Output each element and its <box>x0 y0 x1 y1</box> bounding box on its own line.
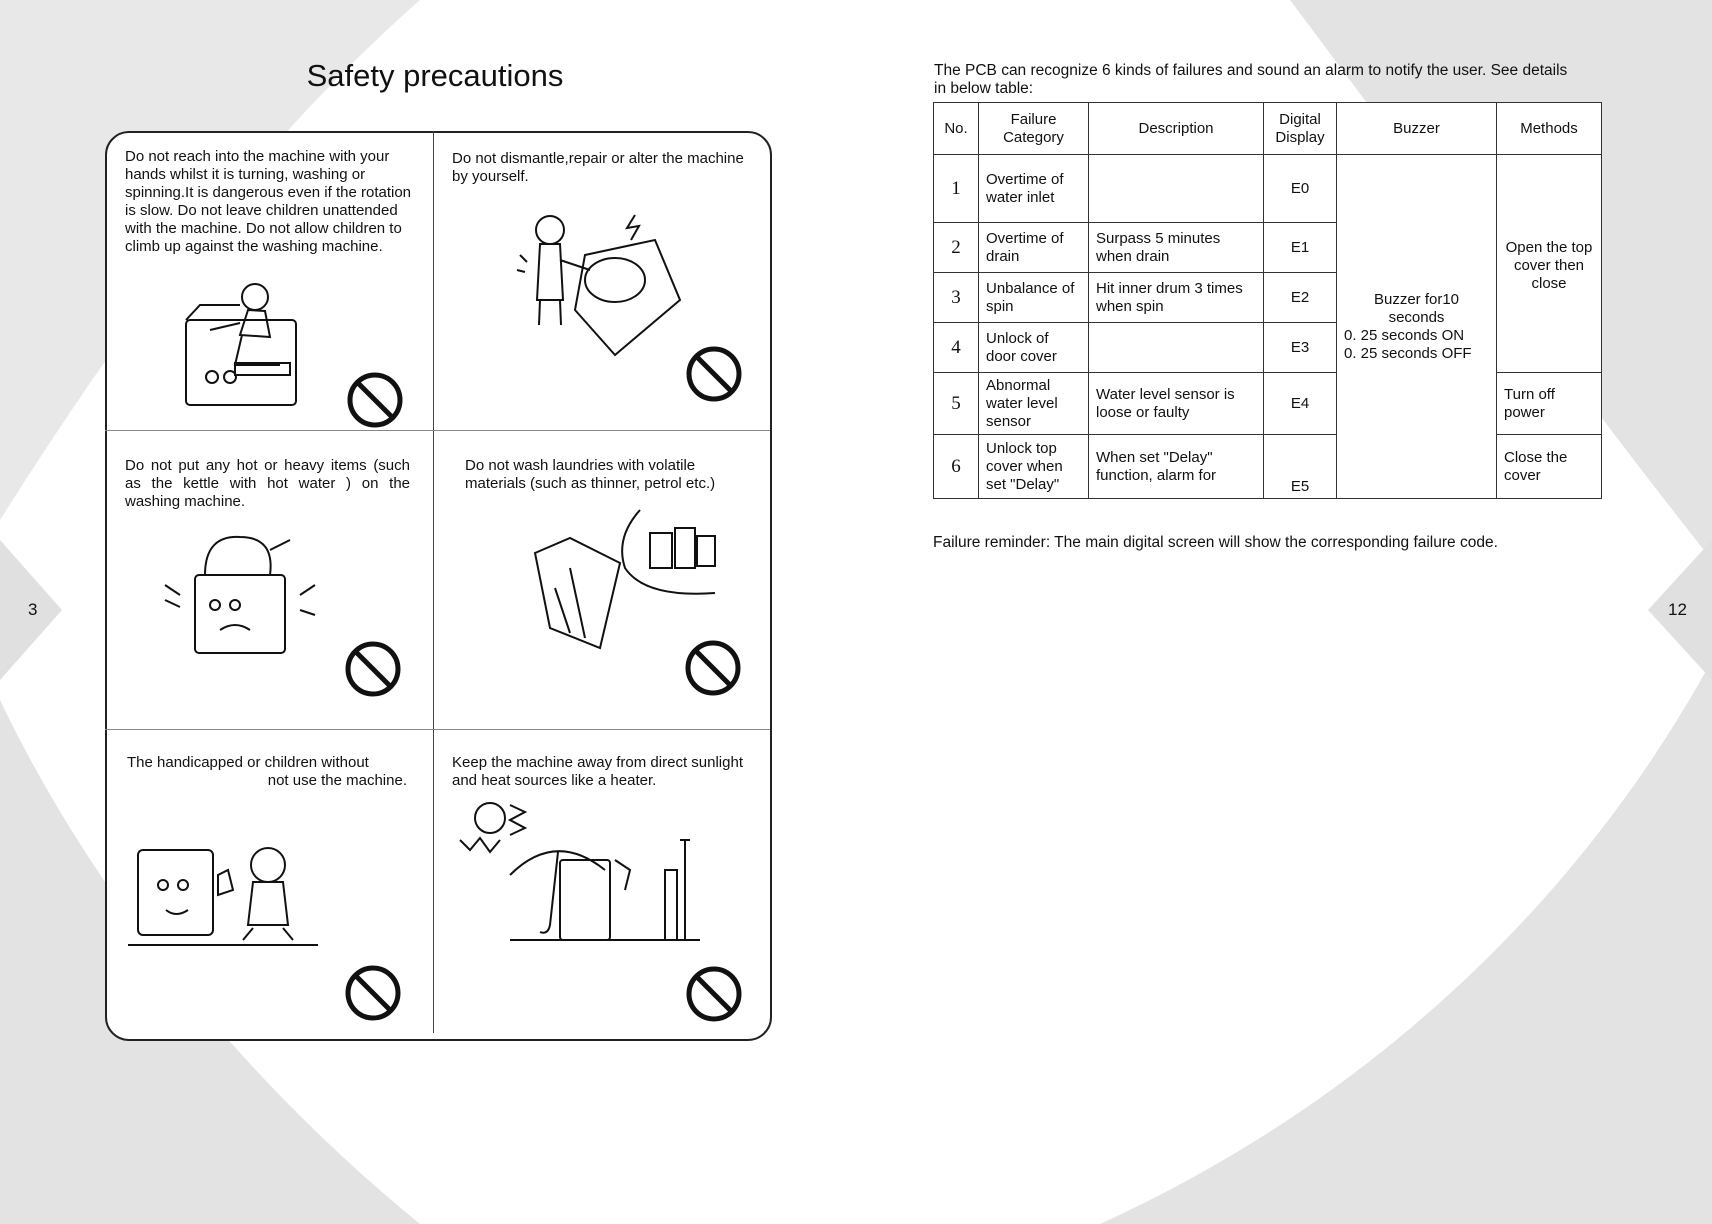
safety-text-sunlight: Keep the machine away from direct sunlight and heat sources like a heater. <box>452 754 743 789</box>
man-repairing-washer-illustration <box>515 210 690 365</box>
row-display-code: E5 <box>1264 435 1337 499</box>
row-category: Overtime of drain <box>979 223 1089 273</box>
header-no: No. <box>934 103 979 155</box>
page-number-right: 12 <box>1668 600 1687 619</box>
row-number: 5 <box>934 373 979 435</box>
row-number: 2 <box>934 223 979 273</box>
table-row <box>934 435 1602 499</box>
row-description <box>1089 155 1264 223</box>
header-description: Description <box>1089 103 1264 155</box>
washer-under-sun-illustration <box>455 800 705 945</box>
failure-reminder: Failure reminder: The main digital screen will show the corresponding failure code. <box>933 534 1498 551</box>
row-description: Surpass 5 minutes when drain <box>1089 223 1264 273</box>
table-header-row <box>934 103 1602 155</box>
buzzer-line1: Buzzer for10 <box>1373 290 1460 308</box>
safety-text-handicapped-line2: not use the machine. <box>267 772 407 789</box>
buzzer-cell <box>1337 155 1497 499</box>
no-sign-icon <box>345 965 401 1021</box>
row-number: 6 <box>934 435 979 499</box>
no-sign-icon <box>347 372 403 428</box>
row-number: 4 <box>934 323 979 373</box>
header-buzzer: Buzzer <box>1337 103 1497 155</box>
methods-close-cover: Close the cover <box>1497 435 1602 499</box>
row-number: 3 <box>934 273 979 323</box>
no-sign-icon <box>686 966 742 1022</box>
row-category: Overtime of water inlet <box>979 155 1089 223</box>
clothes-and-petrol-illustration <box>525 508 725 653</box>
row-category: Unlock of door cover <box>979 323 1089 373</box>
safety-text-hot-items: Do not put any hot or heavy items (such as the kettle with hot water ) on the washing machine. <box>125 457 410 510</box>
grid-divider-row1 <box>105 430 770 431</box>
row-display-code: E1 <box>1264 223 1337 273</box>
page-title: Safety precautions <box>306 58 564 93</box>
table-row <box>934 373 1602 435</box>
failure-table <box>933 102 1602 499</box>
row-category: Unlock top cover when set "Delay" <box>979 435 1089 499</box>
page-number-left: 3 <box>28 600 38 619</box>
row-category: Unbalance of spin <box>979 273 1089 323</box>
grid-vertical-divider <box>433 131 434 1033</box>
no-sign-icon <box>685 640 741 696</box>
table-row <box>934 155 1602 223</box>
methods-turn-off: Turn off power <box>1497 373 1602 435</box>
row-description: When set "Delay" function, alarm for <box>1089 435 1264 499</box>
safety-text-handicapped-line1: The handicapped or children without <box>127 754 369 771</box>
header-category: Failure Category <box>979 103 1089 155</box>
row-display-code: E4 <box>1264 373 1337 435</box>
no-sign-icon <box>686 346 742 402</box>
row-description: Hit inner drum 3 times when spin <box>1089 273 1264 323</box>
row-display-code: E3 <box>1264 323 1337 373</box>
safety-text-reach: Do not reach into the machine with your hands whilst it is turning, washing or spinning.It is dangerous even if the rotation is slow. Do not leave children unattended with the machine. Do not allow children to climb up against the washing machine. <box>125 148 412 255</box>
child-and-washer-illustration <box>128 840 323 950</box>
grid-divider-row2 <box>105 729 770 730</box>
row-display-code: E0 <box>1264 155 1337 223</box>
buzzer-line3: 0. 25 seconds ON <box>1344 326 1465 344</box>
header-display: Digital Display <box>1264 103 1337 155</box>
row-number: 1 <box>934 155 979 223</box>
failure-intro-text: The PCB can recognize 6 kinds of failures and sound an alarm to notify the user. See details in below table: <box>934 62 1568 97</box>
child-at-washer-illustration <box>180 275 310 410</box>
row-description: Water level sensor is loose or faulty <box>1089 373 1264 435</box>
safety-text-handicapped <box>127 754 407 790</box>
row-description <box>1089 323 1264 373</box>
buzzer-line2: seconds <box>1388 308 1445 326</box>
row-display-code: E2 <box>1264 273 1337 323</box>
safety-text-dismantle: Do not dismantle,repair or alter the machine by yourself. <box>452 150 744 185</box>
header-methods: Methods <box>1497 103 1602 155</box>
no-sign-icon <box>345 641 401 697</box>
buzzer-line4: 0. 25 seconds OFF <box>1344 344 1472 362</box>
methods-open-cover: Open the top cover then close <box>1497 155 1602 373</box>
safety-text-volatile: Do not wash laundries with volatile materials (such as thinner, petrol etc.) <box>465 457 716 492</box>
row-category: Abnormal water level sensor <box>979 373 1089 435</box>
kettle-on-washer-illustration <box>160 525 320 655</box>
